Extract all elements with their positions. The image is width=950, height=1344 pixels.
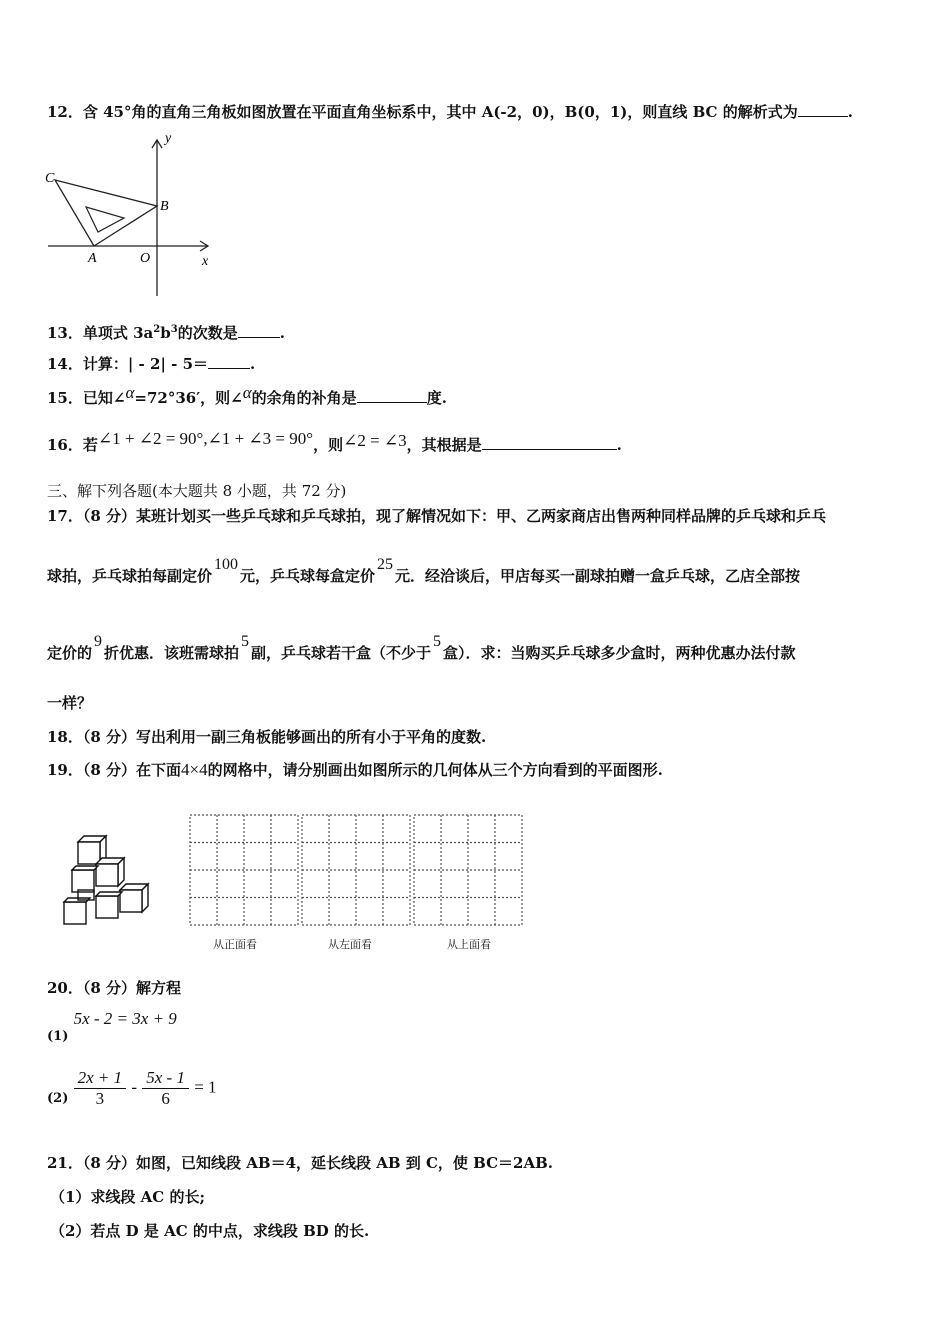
coordinate-figure [40,128,220,300]
label-o: O [140,251,151,266]
caption-top-view: 从上面看 [447,938,491,951]
caption-front-view: 从正面看 [213,938,257,951]
fraction-2: $\frac{5x - 1}{6}$ [142,1068,189,1109]
question-21-line-1: 21．（8 分）如图，已知线段 AB＝4，延长线段 AB 到 C，使 BC＝2AB. [47,1154,554,1172]
question-13: 13．单项式 $3a^2b^3$的次数是 . [47,324,285,342]
label-x: x [202,254,209,269]
question-20-part-2: (2) $\frac{2x + 1}{3}$ - $\frac{5x - 1}{6}$ = 1 [47,1068,217,1108]
question-20-title: 20．（8 分）解方程 [47,979,182,997]
fraction-1: $\frac{2x + 1}{3}$ [74,1068,127,1109]
question-18: 18．（8 分）写出利用一副三角板能够画出的所有小于平角的度数. [47,728,487,746]
label-y: y [165,131,172,146]
question-17-line-3: 定价的9折优惠．该班需球拍5副，乒乓球若干盒（不少于5盒）．求：当购买乒乓球多少盒时，两种优惠办法付款 [47,633,796,662]
answer-blank [208,354,250,369]
section-3-title: 三、解下列各题(本大题共 8 小题，共 72 分) [47,482,347,500]
question-21-line-2: （1）求线段 AC 的长; [50,1188,205,1206]
grid-left-view [302,815,410,925]
answer-blank [238,323,280,338]
caption-left-view: 从左面看 [328,938,372,951]
answer-blank [482,435,617,450]
label-b: B [160,199,169,214]
question-21-line-3: （2）若点 D 是 AC 的中点，求线段 BD 的长. [50,1222,370,1240]
question-17-line-1: 17．（8 分）某班计划买一些乒乓球和乒乓球拍，现了解情况如下：甲、乙两家商店出售两种同样品牌的乒乓球和乒乓 [47,507,827,525]
answer-blank [798,102,848,117]
question-12-text: 12．含 45°角的直角三角板如图放置在平面直角坐标系中，其中 A(-2，0)，B(0，1)，则直线 BC 的解析式为 [47,103,798,121]
question-12: 12．含 45°角的直角三角板如图放置在平面直角坐标系中，其中 A(-2，0)，B(0，1)，则直线 BC 的解析式为 . [47,103,853,121]
view-grids [188,812,524,930]
grid-top-view [414,815,522,925]
label-c: C [45,171,55,186]
question-19: 19．（8 分）在下面4×4的网格中，请分别画出如图所示的几何体从三个方向看到的平面图形. [47,760,663,779]
cube-stack-figure [58,832,158,936]
question-15: 15．已知∠α=72°36′，则∠α的余角的补角是 度. [47,383,447,407]
triangle-inner [86,207,124,232]
question-14: 14．计算：| - 2| - 5＝ . [47,355,256,373]
question-17-line-2: 球拍，乒乓球拍每副定价100元，乒乓球每盒定价25元．经洽谈后，甲店每买一副球拍赠一盒乒乓球，乙店全部按 [47,556,801,585]
question-17-line-4: 一样？ [47,694,93,712]
question-20-part-1: (1) 5x - 2 = 3x + 9 [47,1009,177,1044]
label-a: A [88,251,97,266]
question-16: 16．若∠1 + ∠2 = 90°,∠1 + ∠3 = 90°，则∠2 = ∠3，其根据是 . [47,429,622,454]
answer-blank [357,388,427,403]
grid-front-view [190,815,298,925]
